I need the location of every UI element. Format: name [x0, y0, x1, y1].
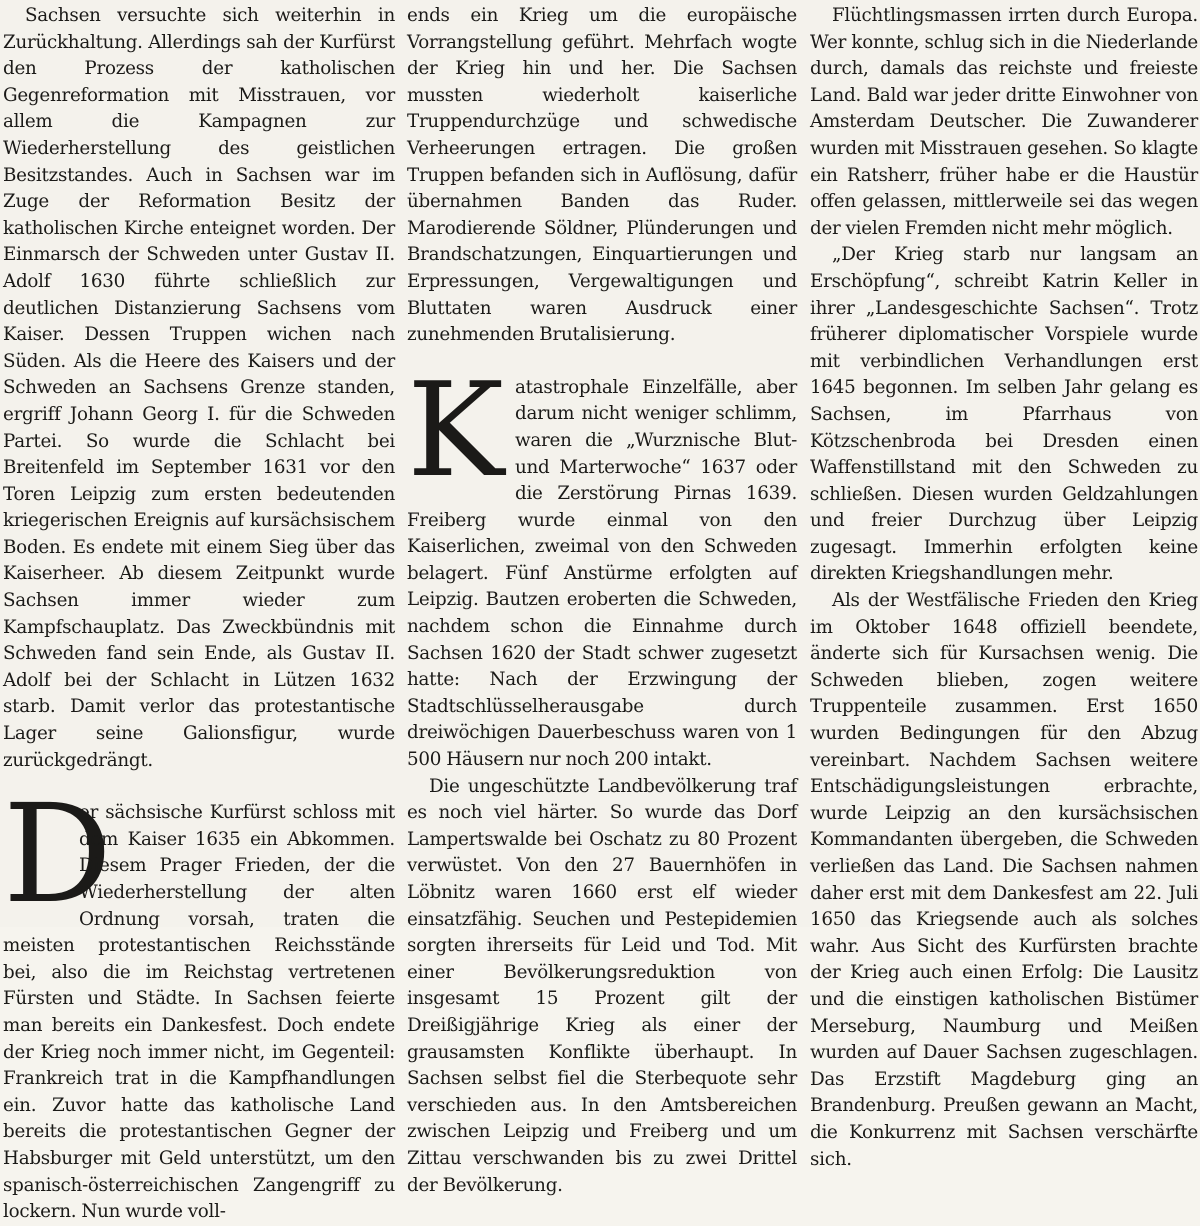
paragraph: atastrophale Einzelfälle, aber darum nicht weniger schlimm, waren die „Wurznische Blut- und Marterwoche“ 1637 oder die Zerstörung Pirnas 1639. Freiberg wurde einmal von den Kaiserlichen, zweimal von den Schweden belagert. Fünf Anstürme erfolgten auf Leipzig. Bautzen eroberten die Schweden, nachdem schon die Einnahme durch Sachsen 1620 der Stadt schwer zugesetzt hatte: Nach der Erzwingung der Stadtschlüsselherausgabe durch dreiwöchigen Dauerbeschuss waren von 1 500 Häusern nur noch 200 intakt. [407, 376, 797, 771]
paragraph: ends ein Krieg um die europäische Vorrangstellung geführt. Mehrfach wogte der Krieg hin und her. Die Sachsen mussten wiederholt kaiserliche Truppendurchzüge und schwedische Verheerungen ertragen. Die großen Truppen befanden sich in Auflösung, dafür übernahmen Banden das Ruder. Marodierende Söldner, Plünderungen und Brandschatzungen, Einquartierungen und Erpressungen, Vergewaltigungen und Bluttaten waren Ausdruck einer zunehmenden Brutalisierung. [407, 5, 797, 346]
dropcap-paragraph [407, 353, 797, 774]
paragraph: Als der Westfälische Frieden den Krieg im Oktober 1648 offiziell beendete, änderte sich für Kursachsen wenig. Die Schweden blieben, zogen weitere Truppenteile zusammen. Erst 1650 wurden Bedingungen für den Abzug vereinbart. Nachdem Sachsen weitere Entschädigungsleistungen erbrachte, wurde Leipzig an den kursächsischen Kommandanten übergeben, die Schweden verließen das Land. Die Sachsen nahmen daher erst mit dem Dankesfest am 22. Juli 1650 das Kriegsende auch als solches wahr. Aus Sicht des Kurfürsten brachte der Krieg auch einen Erfolg: Die Lausitz und die einstigen katholischen Bistümer Merseburg, Naumburg und Meißen wurden auf Dauer Sachsen zugeschlagen. Das Erzstift Magdeburg ging an Brandenburg. Preußen gewann an Macht, die Konkurrenz mit Sachsen verschärfte sich. [810, 590, 1198, 1170]
column-3 [810, 3, 1198, 1173]
dropcap-paragraph [3, 776, 395, 1226]
paragraph: Sachsen versuchte sich weiterhin in Zurückhaltung. Allerdings sah der Kurfürst den Prozess der katholischen Gegenreformation mit Misstrauen, vor allem die Kampagnen zur Wiederherstellung des geistlichen Besitzstandes. Auch in Sachsen war im Zuge der Reformation Besitz der katholischen Kirche enteignet worden. Der Einmarsch der Schweden unter Gustav II. Adolf 1630 führte schließlich zur deutlichen Distanzierung Sachsens vom Kaiser. Dessen Truppen wichen nach Süden. Als die Heere des Kaisers und der Schweden an Sachsens Grenze standen, ergriff Johann Georg I. für die Schweden Partei. So wurde die Schlacht bei Breitenfeld im September 1631 vor den Toren Leipzig zum ersten bedeutenden kriegerischen Ereignis auf kursächsischem Boden. Es endete mit einem Sieg über das Kaiserheer. Ab diesem Zeitpunkt wurde Sachsen immer wieder zum Kampfschauplatz. Das Zweckbündnis mit Schweden fand sein Ende, als Gustav II. Adolf bei der Schlacht in Lützen 1632 starb. Damit verlor das protestantische Lager seine Galionsfigur, wurde zurückgedrängt. [3, 5, 395, 771]
drop-cap-letter: D [3, 776, 113, 935]
column-2 [407, 3, 797, 1199]
drop-cap-letter: K [407, 353, 505, 506]
paragraph: Flüchtlingsmassen irrten durch Europa. Wer konnte, schlug sich in die Niederlande durch, damals das reichste und freieste Land. Bald war jeder dritte Einwohner von Amsterdam Deutscher. Die Zuwanderer wurden mit Misstrauen gesehen. So klagte ein Ratsherr, früher habe er die Haustür offen gelassen, mittlerweile sei das wegen der vielen Fremden nicht mehr möglich. [810, 5, 1198, 239]
column-1 [3, 3, 395, 1226]
paragraph: Die ungeschützte Landbevölkerung traf es noch viel härter. So wurde das Dorf Lampertswalde bei Oschatz zu 80 Prozent verwüstet. Von den 27 Bauernhöfen in Löbnitz waren 1660 erst elf wieder einsatzfähig. Seuchen und Pestepidemien sorgten ihrerseits für Leid und Tod. Mit einer Bevölkerungsreduktion von insgesamt 15 Prozent gilt der Dreißigjährige Krieg als einer der grausamsten Konflikte überhaupt. In Sachsen selbst fiel die Sterbequote sehr verschieden aus. In den Amtsbereichen zwischen Leipzig und Freiberg und um Zittau verschwanden bis zu zwei Drittel der Bevölkerung. [407, 775, 797, 1196]
paragraph: „Der Krieg starb nur langsam an Erschöpfung“, schreibt Katrin Keller in ihrer „Landesgeschichte Sachsen“. Trotz früherer diplomatischer Vorspiele wurde mit verbindlichen Verhandlungen erst 1645 begonnen. Im selben Jahr gelang es Sachsen, im Pfarrhaus von Kötzschenbroda bei Dresden einen Waffenstillstand mit den Schweden zu schließen. Diesen wurden Geldzahlungen und freier Durchzug über Leipzig zugesagt. Immerhin erfolgten keine direkten Kriegshandlungen mehr. [810, 244, 1198, 585]
paragraph: er sächsische Kurfürst schloss mit dem Kaiser 1635 ein Abkommen. Diesem Prager Frieden, der die Wiederherstellung der alten Ordnung vorsah, traten die meisten protestantischen Reichsstände bei, also die im Reichstag vertretenen Fürsten und Städte. In Sachsen feierte man bereits ein Dankesfest. Doch endete der Krieg noch immer nicht, im Gegenteil: Frankreich trat in die Kampfhandlungen ein. Zuvor hatte das katholische Land bereits die protestantischen Gegner der Habsburger mit Geld unterstützt, um den spanisch-österreichischen Zangengriff zu lockern. Nun wurde voll- [3, 802, 395, 1223]
